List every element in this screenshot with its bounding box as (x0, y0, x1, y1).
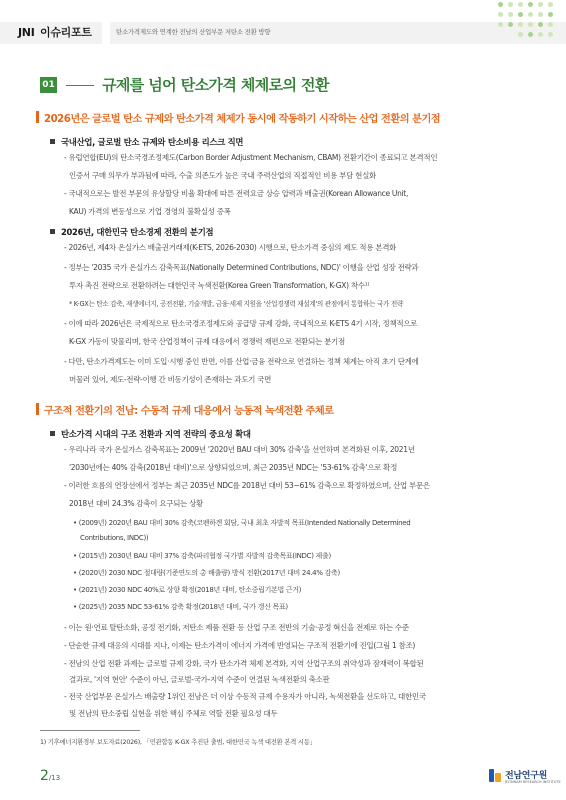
decorative-dot (548, 2, 553, 7)
block1-sub2-title: 2026년, 대한민국 탄소경제 전환의 분기점 (50, 226, 213, 238)
paragraph-line: - 국내적으로는 발전 부문의 유상할당 비율 확대에 따른 전력요금 상승 압력과 배출권(Korean Allowance Unit, (64, 189, 409, 198)
square-bullet-icon (50, 229, 55, 234)
paragraph-line: - 전남의 산업 전환 과제는 글로벌 규제 강화, 국가 탄소가격 체제 본격화, 지역 산업구조의 취약성과 잠재력이 복합된 (64, 659, 424, 668)
decorative-dot (518, 22, 523, 27)
brand-title (18, 24, 92, 40)
decorative-dot (528, 2, 533, 7)
square-bullet-icon (50, 431, 55, 436)
brand-name: 이슈리포트 (40, 26, 92, 39)
paragraph-line: - 이는 원·연료 탈탄소화, 공정 전기화, 저탄소 제품 전환 등 산업 구조 전반의 기술·공정 혁신을 전제로 하는 수준 (64, 623, 409, 632)
decorative-dot (538, 2, 543, 7)
decorative-dot (508, 12, 513, 17)
paragraph-line: - 2026년, 제4차 온실가스 배출권거래제(K-ETS, 2026-2030) 시행으로, 탄소가격 중심의 제도 적용 본격화 (64, 243, 397, 252)
note-line: * K-GX는 탄소 감축, 재생에너지, 공전전환, 기술개발, 금융·세제 지원을 '산업경쟁력 재설계'의 관점에서 통합하는 국가 전략 (69, 300, 404, 308)
block1-sub1-title: 국내산업, 글로벌 탄소 규제와 탄소비용 리스크 직면 (50, 136, 243, 148)
bullet-line: • (2025년) 2035 NDC 53-61% 감축 확정(2018년 대비, 국가 갱신 목표) (73, 603, 288, 611)
decorative-dot (528, 22, 533, 27)
institute-name: 전남연구원 (505, 771, 547, 781)
paragraph-line: - 정부는 '2035 국가 온실가스 감축목표(Nationally Determined Contributions, NDC)' 이행을 산업 성장 전략과 (64, 263, 419, 272)
block2-sub1-title: 탄소가격 시대의 구조 전환과 지역 전략의 중요성 확대 (50, 428, 251, 440)
section-title: 규제를 넘어 탄소가격 체제로의 전환 (102, 76, 329, 94)
decorative-dot (548, 22, 553, 27)
bullet-line: • (2020년) 2030 NDC 절대량(기준연도의 총 배출량) 방식 전환(2017년 대비 24.4% 감축) (73, 569, 340, 577)
block1-heading: 2026년은 글로벌 탄소 규제와 탄소가격 체제가 동시에 작동하기 시작하는 산업 전환의 분기점 (36, 110, 440, 125)
decorative-dot (498, 12, 503, 17)
institute-name-english: JEONNAM RESEARCH INSTITUTE (505, 780, 561, 784)
decorative-dot (528, 12, 533, 17)
bullet-line: • (2015년) 2030년 BAU 대비 37% 감축(파리협정 국가별 자발적 감축목표(INDC) 제출) (73, 552, 331, 560)
total-pages: /13 (48, 774, 61, 782)
paragraph-line: '2030년에는 40% 감축(2018년 대비)'으로 상향되었으며, 최근 2035년 NDC는 '53-61% 감축'으로 확정 (69, 463, 398, 472)
paragraph-line: 2018년 대비 24.3% 감축이 요구되는 상황 (69, 499, 203, 508)
paragraph-line: 및 전남의 탄소중립 실현을 위한 핵심 주체로 역할 전환 필요성 대두 (69, 709, 278, 718)
paragraph-line: K-GX 가동이 맞물리며, 한국 산업정책이 규제 대응에서 경쟁력 재편으로 전환되는 분기점 (69, 337, 345, 346)
bullet-line: • (2009년) 2020년 BAU 대비 30% 감축(코펜하겐 회담, 국내 최초 자발적 목표(Intended Nationally Determined (73, 519, 411, 527)
decorative-dot (538, 12, 543, 17)
institute-logo-icon (488, 769, 502, 783)
report-subtitle: 탄소가격제도와 연계한 전남의 산업부문 저탄소 전환 방향 (116, 28, 271, 36)
bullet-line: • (2021년) 2030 NDC 40%로 상향 확정(2018년 대비, 탄소중립기본법 근거) (73, 586, 302, 594)
paragraph-line: 결과로, '지역 현안' 수준이 아닌, 글로벌-국가-지역 수준이 연결된 녹색전환의 축소판 (69, 675, 330, 684)
page-number (40, 768, 60, 784)
section-divider (66, 85, 94, 86)
decorative-dot (508, 2, 513, 7)
footnote: 1) 기후에너지환경부 보도자료(2026), 「민관합동 K-GX 추진단 출범, 대한민국 녹색 대전환 본격 시동」 (40, 739, 316, 746)
decorative-dot (548, 12, 553, 17)
paragraph-line: - 단순한 규제 대응의 시대를 지나, 이제는 탄소가격이 에너지 가격에 반영되는 구조적 전환기에 진입(그림 1 참조) (64, 641, 416, 650)
decorative-dot (518, 32, 523, 37)
brand-prefix: JNI (18, 26, 35, 39)
decorative-dot (538, 22, 543, 27)
paragraph-line: - 다만, 탄소가격제도는 이미 도입·시행 중인 반면, 이를 산업·금융 전략으로 연결하는 정책 체계는 아직 초기 단계에 (64, 357, 419, 366)
current-page: 2 (40, 768, 49, 784)
block2-heading: 구조적 전환기의 전남: 수동적 규제 대응에서 능동적 녹색전환 주체로 (36, 402, 334, 417)
decorative-dot (498, 22, 503, 27)
decorative-dot (518, 12, 523, 17)
decorative-dot (498, 2, 503, 7)
paragraph-line: - 이러한 흐름의 연장선에서 정부는 최근 2035년 NDC를 2018년 대비 53~61% 감축으로 확정하였으며, 산업 부문은 (64, 481, 430, 490)
decorative-dot (508, 22, 513, 27)
paragraph-line: - 이에 따라 2026년은 국제적으로 탄소국경조정제도와 공급망 규제 강화, 국내적으로 K-ETS 4기 시작, 정책적으로 (64, 319, 418, 328)
paragraph-line: KAU) 가격의 변동성으로 기업 경영의 불확실성 증폭 (69, 207, 231, 216)
paragraph-line: 투자 촉진 전략으로 전환하려는 대한민국 녹색전환(Korea Green Transformation, K-GX) 착수¹⁾ (69, 281, 369, 290)
decorative-dot (538, 32, 543, 37)
page-header (0, 0, 566, 48)
decorative-dot (528, 32, 533, 37)
paragraph-line: - 유럽연합(EU)의 탄소국경조정제도(Carbon Border Adjustment Mechanism, CBAM) 전환기간이 종료되고 본격적인 (64, 153, 438, 162)
bullet-line: Contributions, INDC)) (80, 534, 149, 542)
paragraph-line: - 전국 산업부문 온실가스 배출량 1위인 전남은 더 이상 수동적 규제 수용자가 아니라, 녹색전환을 선도하고, 대한민국 (64, 692, 426, 701)
decorative-dot (518, 2, 523, 7)
footnote-divider (40, 730, 140, 731)
paragraph-line: 머물러 있어, 제도-전략-이행 간 비동기성이 존재하는 과도기 국면 (69, 375, 272, 384)
section-number: 01 (40, 77, 57, 93)
paragraph-line: - 우리나라 국가 온실가스 감축목표는 2009년 '2020년 BAU 대비 30% 감축'을 선언하며 본격화된 이후, 2021년 (64, 445, 415, 454)
decorative-dot (548, 32, 553, 37)
brand-separator (102, 22, 110, 44)
square-bullet-icon (50, 139, 55, 144)
decorative-dot-grid-icon (498, 2, 562, 46)
paragraph-line: 인증서 구매 의무가 부과됨에 따라, 수출 의존도가 높은 국내 주력산업의 직접적인 비용 부담 현실화 (69, 171, 376, 180)
